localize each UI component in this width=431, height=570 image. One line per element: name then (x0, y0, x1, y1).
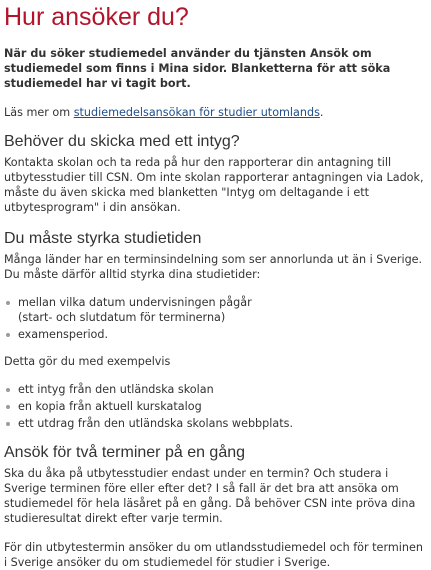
list-item: ett intyg från den utländska skolan (4, 382, 427, 397)
section-heading-tva-terminer: Ansök för två terminer på en gång (4, 444, 246, 461)
section-text-intyg: Kontakta skolan och ta reda på hur den rapporterar din antagning till utbytesstudier till CSN. Om inte skolan rapporterar antagningen via Ladok, måste du även skicka med blanketten "Intyg om deltagande i ett utbytesprogram" i din ansökan. (4, 156, 424, 214)
list-item: en kopia från aktuell kurskatalog (4, 399, 427, 414)
list-item (4, 295, 427, 325)
page-title: Hur ansöker du? (4, 3, 189, 31)
readmore-paragraph (4, 105, 427, 120)
section-heading-intyg: Behöver du skicka med ett intyg? (4, 133, 240, 150)
list-item-text: mellan vilka datum undervisningen pågår (18, 296, 252, 309)
studietid-list (4, 295, 427, 342)
examples-list (4, 382, 427, 431)
section-text-tva-terminer-2: För din utbytestermin ansöker du om utlandsstudiemedel och för terminen i Sverige ansöker du om studiemedel för studier i Sverige. (4, 541, 423, 569)
lead-paragraph: När du söker studiemedel använder du tjänsten Ansök om studiemedel som finns i Mina sidor. Blanketterna för att söka studiemedel har vi tagit bort. (4, 47, 391, 90)
section-heading-studietid: Du måste styrka studietiden (4, 230, 202, 247)
list-item-text: examensperiod. (18, 328, 109, 341)
readmore-link[interactable]: studiemedelsansökan för studier utomlands (73, 106, 320, 119)
readmore-prefix: Läs mer om (4, 106, 74, 119)
section-text-studietid: Många länder har en terminsindelning som ser annorlunda ut än i Sverige. Du måste därför alltid styrka dina studietider: (4, 253, 423, 281)
section-text-tva-terminer: Ska du åka på utbytesstudier endast under en termin? Och studera i Sverige terminen före eller efter det? I så fall är det bra att ansöka om studiemedel för hela läsåret på en gång. Då behöver CSN inte pröva dina studieresultat direkt efter varje termin. (4, 467, 416, 525)
list-item: ett utdrag från den utländska skolans webbplats. (4, 416, 427, 431)
examples-intro: Detta gör du med exempelvis (4, 355, 171, 368)
list-item (4, 327, 427, 342)
list-item-subtext: (start- och slutdatum för terminerna) (18, 311, 226, 324)
readmore-suffix: . (319, 106, 324, 119)
